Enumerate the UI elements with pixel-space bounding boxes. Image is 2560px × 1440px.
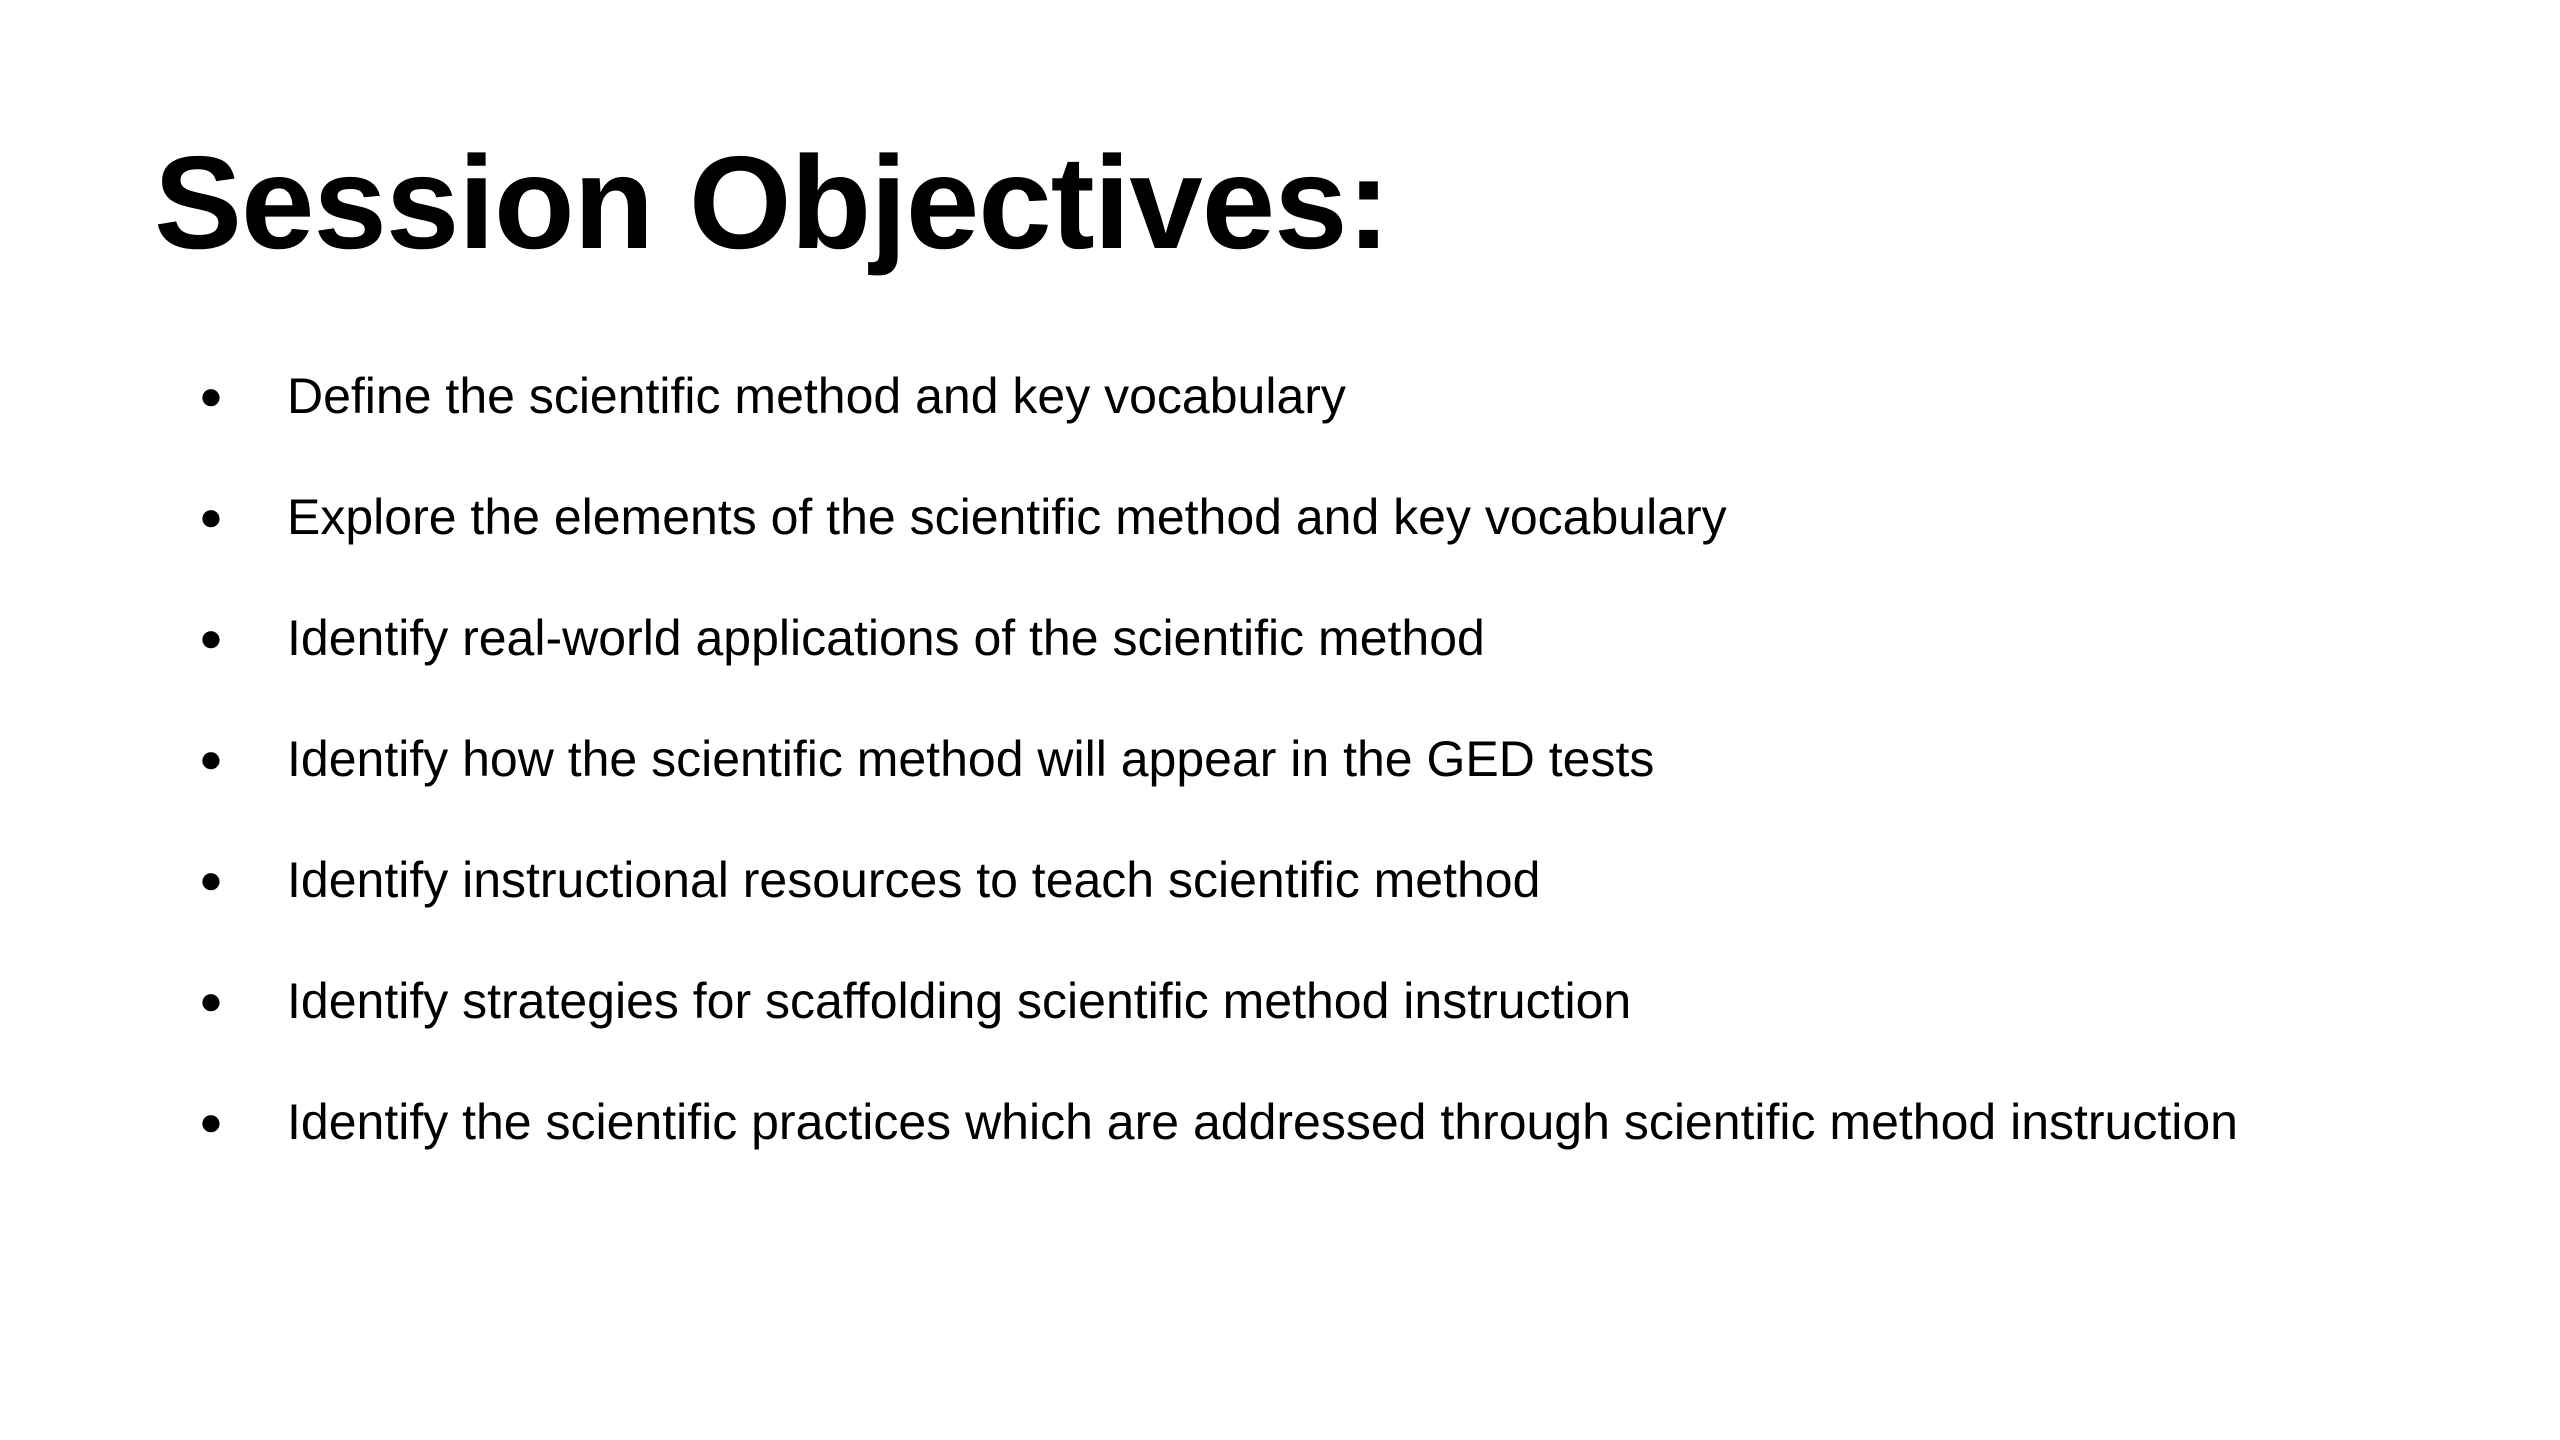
bullet-icon: ● — [198, 616, 224, 660]
objectives-list — [0, 356, 2560, 1203]
objective-text: Identify strategies for scaffolding scientific method instruction — [287, 973, 1632, 1029]
objective-text: Identify how the scientific method will appear in the GED tests — [287, 731, 1655, 787]
list-item — [0, 719, 2560, 840]
list-item — [0, 598, 2560, 719]
list-item — [0, 840, 2560, 961]
bullet-icon: ● — [198, 979, 224, 1023]
objective-text: Define the scientific method and key vocabulary — [287, 368, 1346, 424]
objective-text: Explore the elements of the scientific method and key vocabulary — [287, 489, 1727, 545]
slide-title: Session Objectives: — [154, 129, 1390, 276]
list-item — [0, 961, 2560, 1082]
list-item — [0, 1082, 2560, 1203]
list-item — [0, 477, 2560, 598]
bullet-icon: ● — [198, 737, 224, 781]
objective-text: Identify real-world applications of the scientific method — [287, 610, 1485, 666]
list-item — [0, 356, 2560, 477]
bullet-icon: ● — [198, 858, 224, 902]
bullet-icon: ● — [198, 374, 224, 418]
objective-text: Identify the scientific practices which are addressed through scientific method instruction — [287, 1094, 2238, 1150]
bullet-icon: ● — [198, 1100, 224, 1144]
bullet-icon: ● — [198, 495, 224, 539]
objective-text: Identify instructional resources to teach scientific method — [287, 852, 1541, 908]
